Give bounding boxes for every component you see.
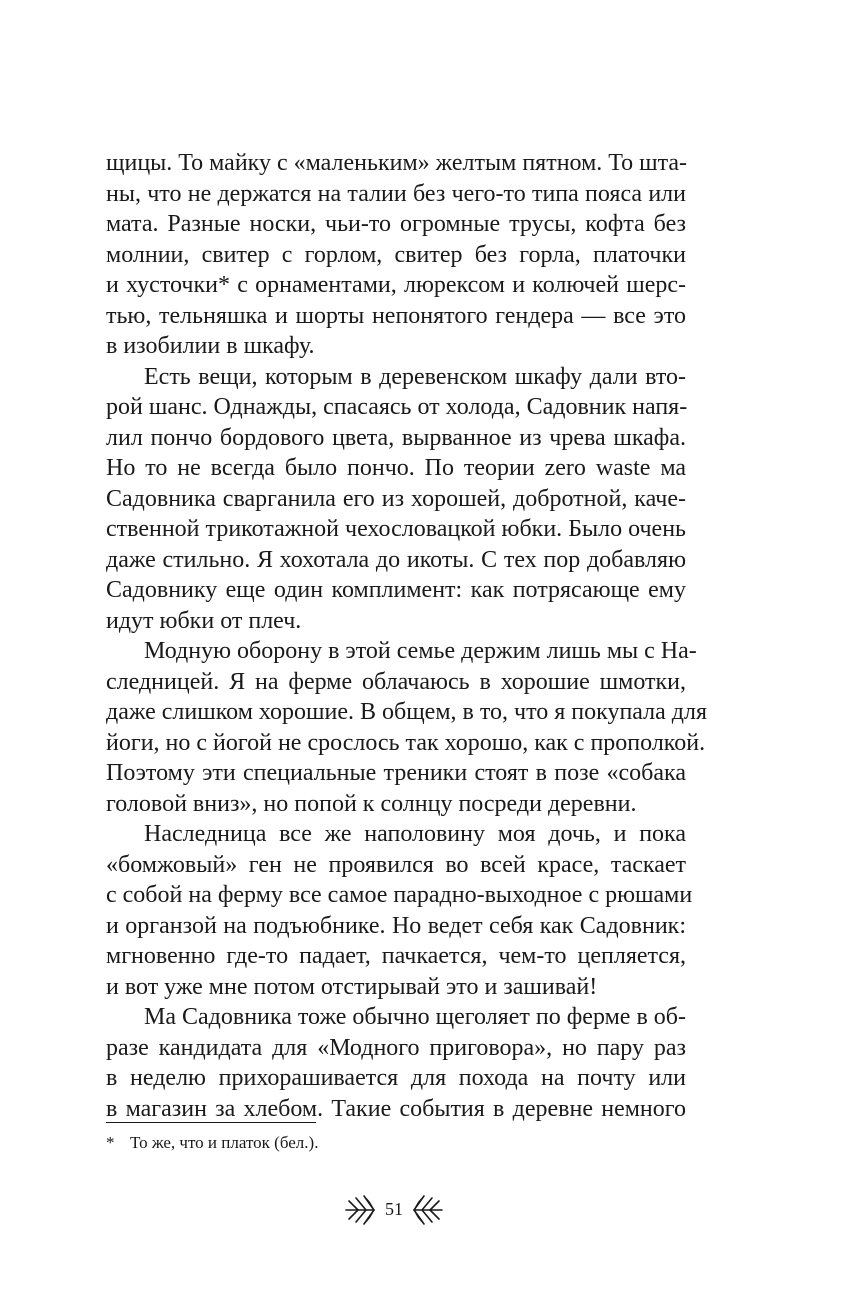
text-line: лил пончо бордового цвета, вырванное из чрева шкафа. — [106, 424, 686, 451]
text-line: Есть вещи, которым в деревенском шкафу дали вто- — [144, 363, 686, 390]
text-line: Поэтому эти специальные треники стоят в позе «собака — [106, 760, 686, 786]
text-line: в неделю прихорашивается для похода на почту или — [106, 1065, 686, 1091]
text-line: мгновенно где-то падает, пачкается, чем-то цепляется, — [106, 943, 686, 969]
text-line: и органзой на подъюбнике. Но ведет себя как Садовник: — [106, 912, 686, 939]
text-line: даже стильно. Я хохотала до икоты. С тех пор добавляю — [106, 546, 686, 573]
text-line: «бомжовый» ген не проявился во всей красе, таскает — [106, 851, 686, 878]
text-line: йоги, но с йогой не срослось так хорошо, как с прополкой. — [106, 729, 706, 756]
text-line: в изобилии в шкафу. — [106, 333, 315, 359]
text-line: и вот уже мне потом отстирывай это и зашивай! — [106, 973, 598, 1000]
text-line: разе кандидата для «Модного приговора», но пару раз — [106, 1034, 686, 1061]
text-line: даже слишком хорошие. В общем, в то, что я покупала для — [106, 699, 708, 725]
text-line: Но то не всегда было пончо. По теории zero waste ма — [106, 455, 686, 481]
leaf-ornament-left-icon — [344, 1192, 378, 1228]
text-line: тью, тельняшка и шорты непонятого гендера — все это — [106, 302, 686, 329]
page-folio — [344, 1192, 444, 1228]
footnote-text: То же, что и платок (бел.). — [130, 1133, 319, 1152]
text-line: Садовника сварганила его из хорошей, добротной, каче- — [106, 485, 686, 512]
footnote — [106, 1132, 318, 1154]
text-line: Модную оборону в этой семье держим лишь мы с На- — [144, 638, 697, 664]
footnote-mark: * — [106, 1133, 115, 1152]
text-line: с собой на ферму все самое парадно-выходное с рюшами — [106, 882, 693, 908]
text-line: молнии, свитер с горлом, свитер без горла, платочки — [106, 241, 686, 268]
text-line: идут юбки от плеч. — [106, 607, 302, 634]
text-line: и хусточки* с орнаментами, люрексом и колючей шерс- — [106, 272, 686, 298]
text-line: щицы. То майку с «маленьким» желтым пятном. То шта- — [106, 150, 688, 176]
page-number: 51 — [385, 1199, 403, 1219]
text-line: Садовнику еще один комплимент: как потрясающе ему — [106, 577, 686, 603]
text-line: головой вниз», но попой к солнцу посреди деревни. — [106, 790, 637, 817]
text-line: рой шанс. Однажды, спасаясь от холода, Садовник напя- — [106, 394, 688, 420]
leaf-ornament-right-icon — [410, 1192, 444, 1228]
text-line: в магазин за хлебом. Такие события в деревне немного — [106, 1095, 686, 1122]
text-line: ственной трикотажной чехословацкой юбки. Было очень — [106, 516, 686, 542]
text-line: ны, что не держатся на талии без чего-то типа пояса или — [106, 180, 686, 207]
text-line: Ма Садовника тоже обычно щеголяет по ферме в об- — [144, 1004, 686, 1030]
text-line: Наследница все же наполовину моя дочь, и пока — [144, 821, 686, 847]
footnote-divider — [106, 1122, 316, 1123]
text-line: мата. Разные носки, чьи-то огромные трусы, кофта без — [106, 211, 686, 237]
body-text — [106, 148, 708, 1124]
text-line: следницей. Я на ферме облачаюсь в хорошие шмотки, — [106, 668, 686, 695]
